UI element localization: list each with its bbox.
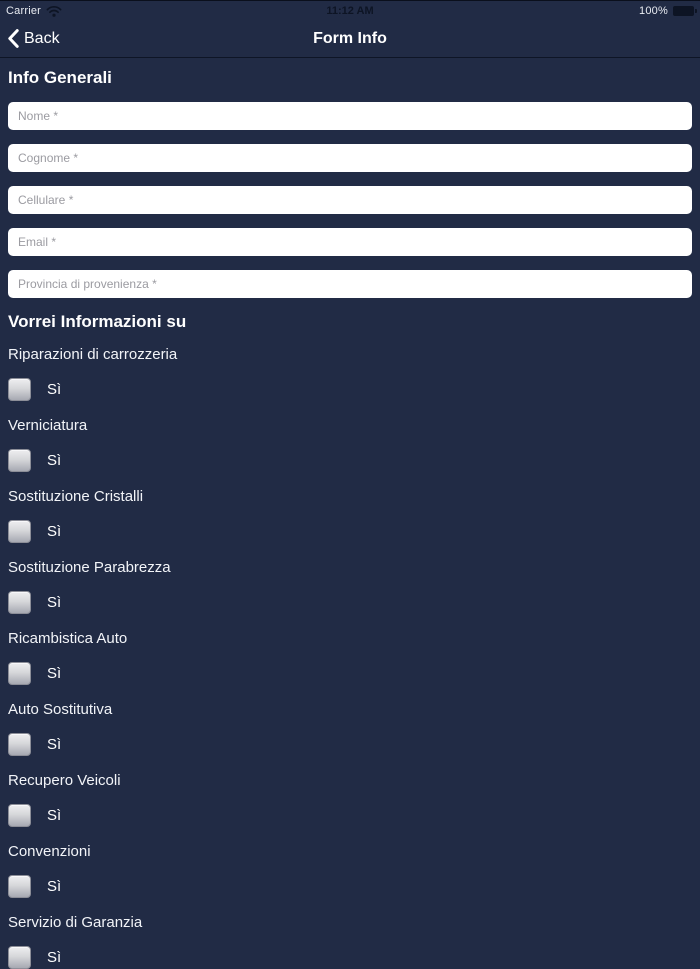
section-title-info-generali: Info Generali xyxy=(8,68,112,87)
si-label: Sì xyxy=(47,735,62,753)
si-label: Sì xyxy=(47,522,62,540)
back-chevron-icon xyxy=(8,29,19,48)
option-group-servizio-di-garanzia xyxy=(8,914,692,969)
si-label: Sì xyxy=(47,380,62,398)
provincia-input[interactable] xyxy=(8,270,692,298)
battery-percent-label: 100% xyxy=(639,4,668,17)
option-label: Auto Sostitutiva xyxy=(8,701,113,718)
si-checkbox[interactable] xyxy=(8,733,31,756)
si-checkbox[interactable] xyxy=(8,378,31,401)
option-row xyxy=(8,448,692,472)
si-label: Sì xyxy=(47,806,62,824)
si-checkbox[interactable] xyxy=(8,662,31,685)
option-group-sostituzione-parabrezza xyxy=(8,559,692,614)
option-label: Recupero Veicoli xyxy=(8,772,121,789)
option-group-ricambistica-auto xyxy=(8,630,692,685)
si-label: Sì xyxy=(47,664,62,682)
section-title-vorrei-informazioni: Vorrei Informazioni su xyxy=(8,312,187,331)
option-label: Convenzioni xyxy=(8,843,91,860)
option-label: Servizio di Garanzia xyxy=(8,914,143,931)
back-button-label: Back xyxy=(24,29,60,47)
option-group-verniciatura xyxy=(8,417,692,472)
si-label: Sì xyxy=(47,593,62,611)
option-label: Riparazioni di carrozzeria xyxy=(8,346,178,363)
wifi-icon xyxy=(46,5,62,17)
si-checkbox[interactable] xyxy=(8,946,31,969)
option-row xyxy=(8,803,692,827)
status-bar-left xyxy=(6,5,126,17)
option-row xyxy=(8,874,692,898)
option-label: Ricambistica Auto xyxy=(8,630,128,647)
nome-input[interactable] xyxy=(8,102,692,130)
battery-icon xyxy=(673,6,694,16)
option-row xyxy=(8,590,692,614)
si-checkbox[interactable] xyxy=(8,875,31,898)
si-checkbox[interactable] xyxy=(8,804,31,827)
option-row xyxy=(8,732,692,756)
option-label: Verniciatura xyxy=(8,417,88,434)
option-row xyxy=(8,519,692,543)
cognome-input[interactable] xyxy=(8,144,692,172)
nav-bar xyxy=(0,20,700,58)
page-title: Form Info xyxy=(313,29,387,47)
option-group-convenzioni xyxy=(8,843,692,898)
option-row xyxy=(8,945,692,969)
si-label: Sì xyxy=(47,877,62,895)
back-button[interactable] xyxy=(8,29,60,48)
carrier-label: Carrier xyxy=(6,4,42,17)
option-row xyxy=(8,661,692,685)
form-content xyxy=(0,68,700,969)
option-group-sostituzione-cristalli xyxy=(8,488,692,543)
option-group-riparazioni-di-carrozzeria xyxy=(8,346,692,401)
si-checkbox[interactable] xyxy=(8,520,31,543)
option-row xyxy=(8,377,692,401)
status-bar-right xyxy=(574,5,694,17)
option-label: Sostituzione Parabrezza xyxy=(8,559,171,576)
option-label: Sostituzione Cristalli xyxy=(8,488,144,505)
email-input[interactable] xyxy=(8,228,692,256)
si-label: Sì xyxy=(47,948,62,966)
cellulare-input[interactable] xyxy=(8,186,692,214)
si-checkbox[interactable] xyxy=(8,449,31,472)
option-group-recupero-veicoli xyxy=(8,772,692,827)
si-label: Sì xyxy=(47,451,62,469)
status-bar xyxy=(0,0,700,20)
clock: 11:12 AM xyxy=(326,4,374,17)
option-group-auto-sostitutiva xyxy=(8,701,692,756)
si-checkbox[interactable] xyxy=(8,591,31,614)
